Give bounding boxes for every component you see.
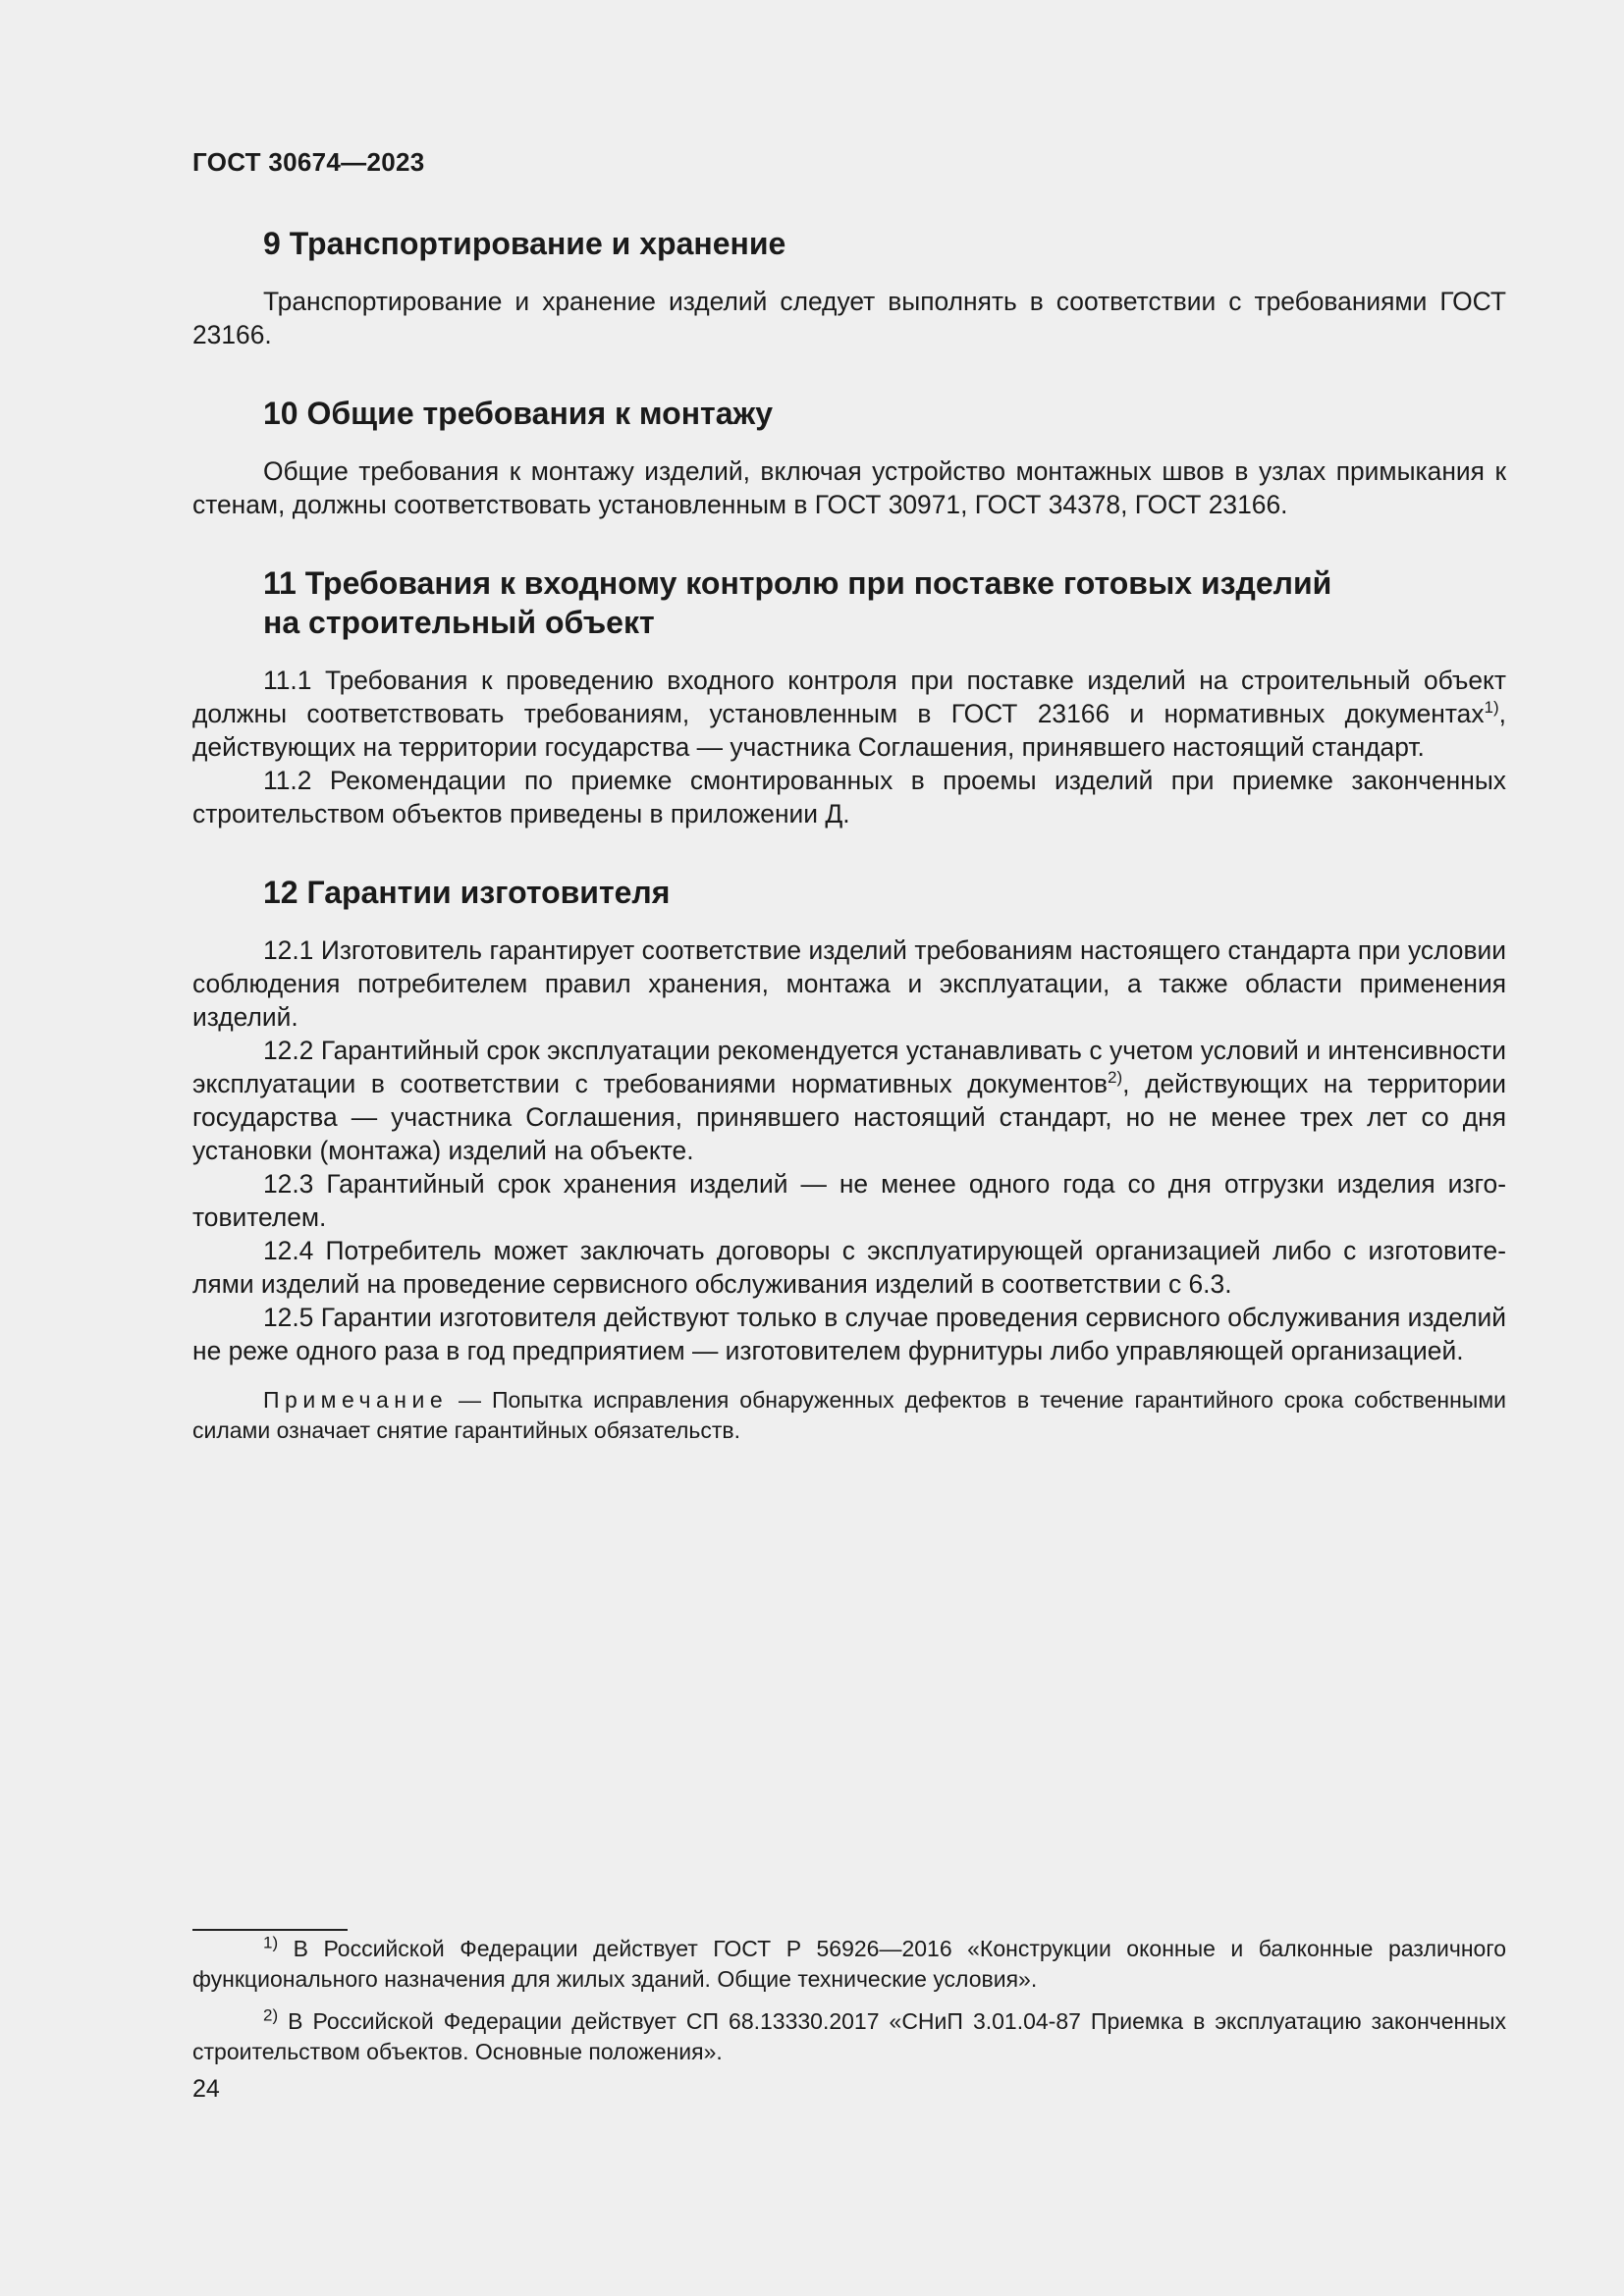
clause-12-5: 12.5 Гарантии изготовителя действуют только в случае проведения сервисного обслуживания изделий не реже одного раза в год предприятием — изготовителем фурнитуры либо управляющей организацией. xyxy=(192,1303,1506,1365)
section-12-title: 12 Гарантии изготовителя xyxy=(263,875,671,910)
clause-12-2-text: 12.2 Гарантийный срок эксплуатации рекомендуется устанавливать с учетом условий и интенсивности эксплуатации в соответствии с требованиями нормативных документов xyxy=(192,1036,1506,1098)
section-10-paragraph: Общие требования к монтажу изделий, включая устройство монтажных швов в узлах примыкания к стенам, должны соответствовать установленным в ГОСТ 30971, ГОСТ 34378, ГОСТ 23166. xyxy=(192,456,1506,519)
note-text: — Попытка исправления обнаруженных дефектов в течение гарантийного срока собственными силами означает снятие гарантийных обязательств. xyxy=(192,1387,1506,1443)
clause-12-2-text-end: , действующих на территории государства — участника Соглашения, принявшего настоящий стандарт, но не менее трех лет со дня установки (монтажа) изделий на объекте. xyxy=(192,1069,1506,1165)
footnote-1 xyxy=(192,1934,1506,1995)
section-11-title xyxy=(192,563,1506,642)
note-label: Примечание xyxy=(263,1387,449,1413)
clause-11-1-text-end: , действующих на территории государства — участника Соглашения, принявшего настоящий стандарт. xyxy=(192,699,1506,762)
clause-12-4: 12.4 Потребитель может заключать договоры с эксплуатирующей организацией либо с изготовителями изделий на проведение сервисного обслуживания изделий в соответствии с 6.3. xyxy=(192,1236,1506,1299)
clause-12-1: 12.1 Изготовитель гарантирует соответствие изделий требованиям настоящего стандарта при условии соблюдения потребителем правил хранения, монтажа и эксплуатации, а также области применения изделий. xyxy=(192,935,1506,1032)
clause-11-1-text: 11.1 Требования к проведению входного контроля при поставке изделий на строительный объект должны соответствовать требованиям, установленным в ГОСТ 23166 и нормативных документах xyxy=(192,666,1506,728)
footnote-2-mark: 2) xyxy=(263,2005,279,2025)
section-11-title-line2: на строительный объект xyxy=(263,605,655,640)
section-9-paragraph: Транспортирование и хранение изделий следует выполнять в соответствии с требованиями ГОСТ 23166. xyxy=(192,287,1506,349)
clause-12-2 xyxy=(192,1034,1506,1167)
footnote-2-text: В Российской Федерации действует СП 68.13330.2017 «СНиП 3.01.04-87 Приемка в эксплуатацию законченных строительством объектов. Основные положения». xyxy=(192,2008,1506,2064)
footnote-1-mark: 1) xyxy=(263,1933,279,1952)
footnote-1-text: В Российской Федерации действует ГОСТ Р 56926—2016 «Конструкции оконные и балконные различного функционального назначения для жилых зданий. Общие технические условия». xyxy=(192,1936,1506,1992)
footnote-divider xyxy=(192,1929,348,1931)
section-10-title: 10 Общие требования к монтажу xyxy=(263,396,773,431)
footnote-ref-1: 1) xyxy=(1484,698,1499,718)
footnotes xyxy=(192,1934,1506,2079)
document-body xyxy=(192,224,1506,1446)
clause-11-2: 11.2 Рекомендации по приемке смонтированных в проемы изделий при приемке законченных строительством объектов приведены в приложении Д. xyxy=(192,766,1506,828)
clause-11-1 xyxy=(192,664,1506,764)
section-9-title: 9 Транспортирование и хранение xyxy=(263,226,786,261)
section-11-title-line1: 11 Требования к входному контролю при поставке готовых изделий xyxy=(263,565,1332,601)
page-number: 24 xyxy=(192,2075,220,2103)
document-header: ГОСТ 30674—2023 xyxy=(192,147,425,177)
footnote-ref-2: 2) xyxy=(1108,1068,1123,1088)
clause-12-3: 12.3 Гарантийный срок хранения изделий — не менее одного года со дня отгрузки изделия изготовителем. xyxy=(192,1169,1506,1232)
note xyxy=(192,1385,1506,1446)
footnote-2 xyxy=(192,2006,1506,2067)
